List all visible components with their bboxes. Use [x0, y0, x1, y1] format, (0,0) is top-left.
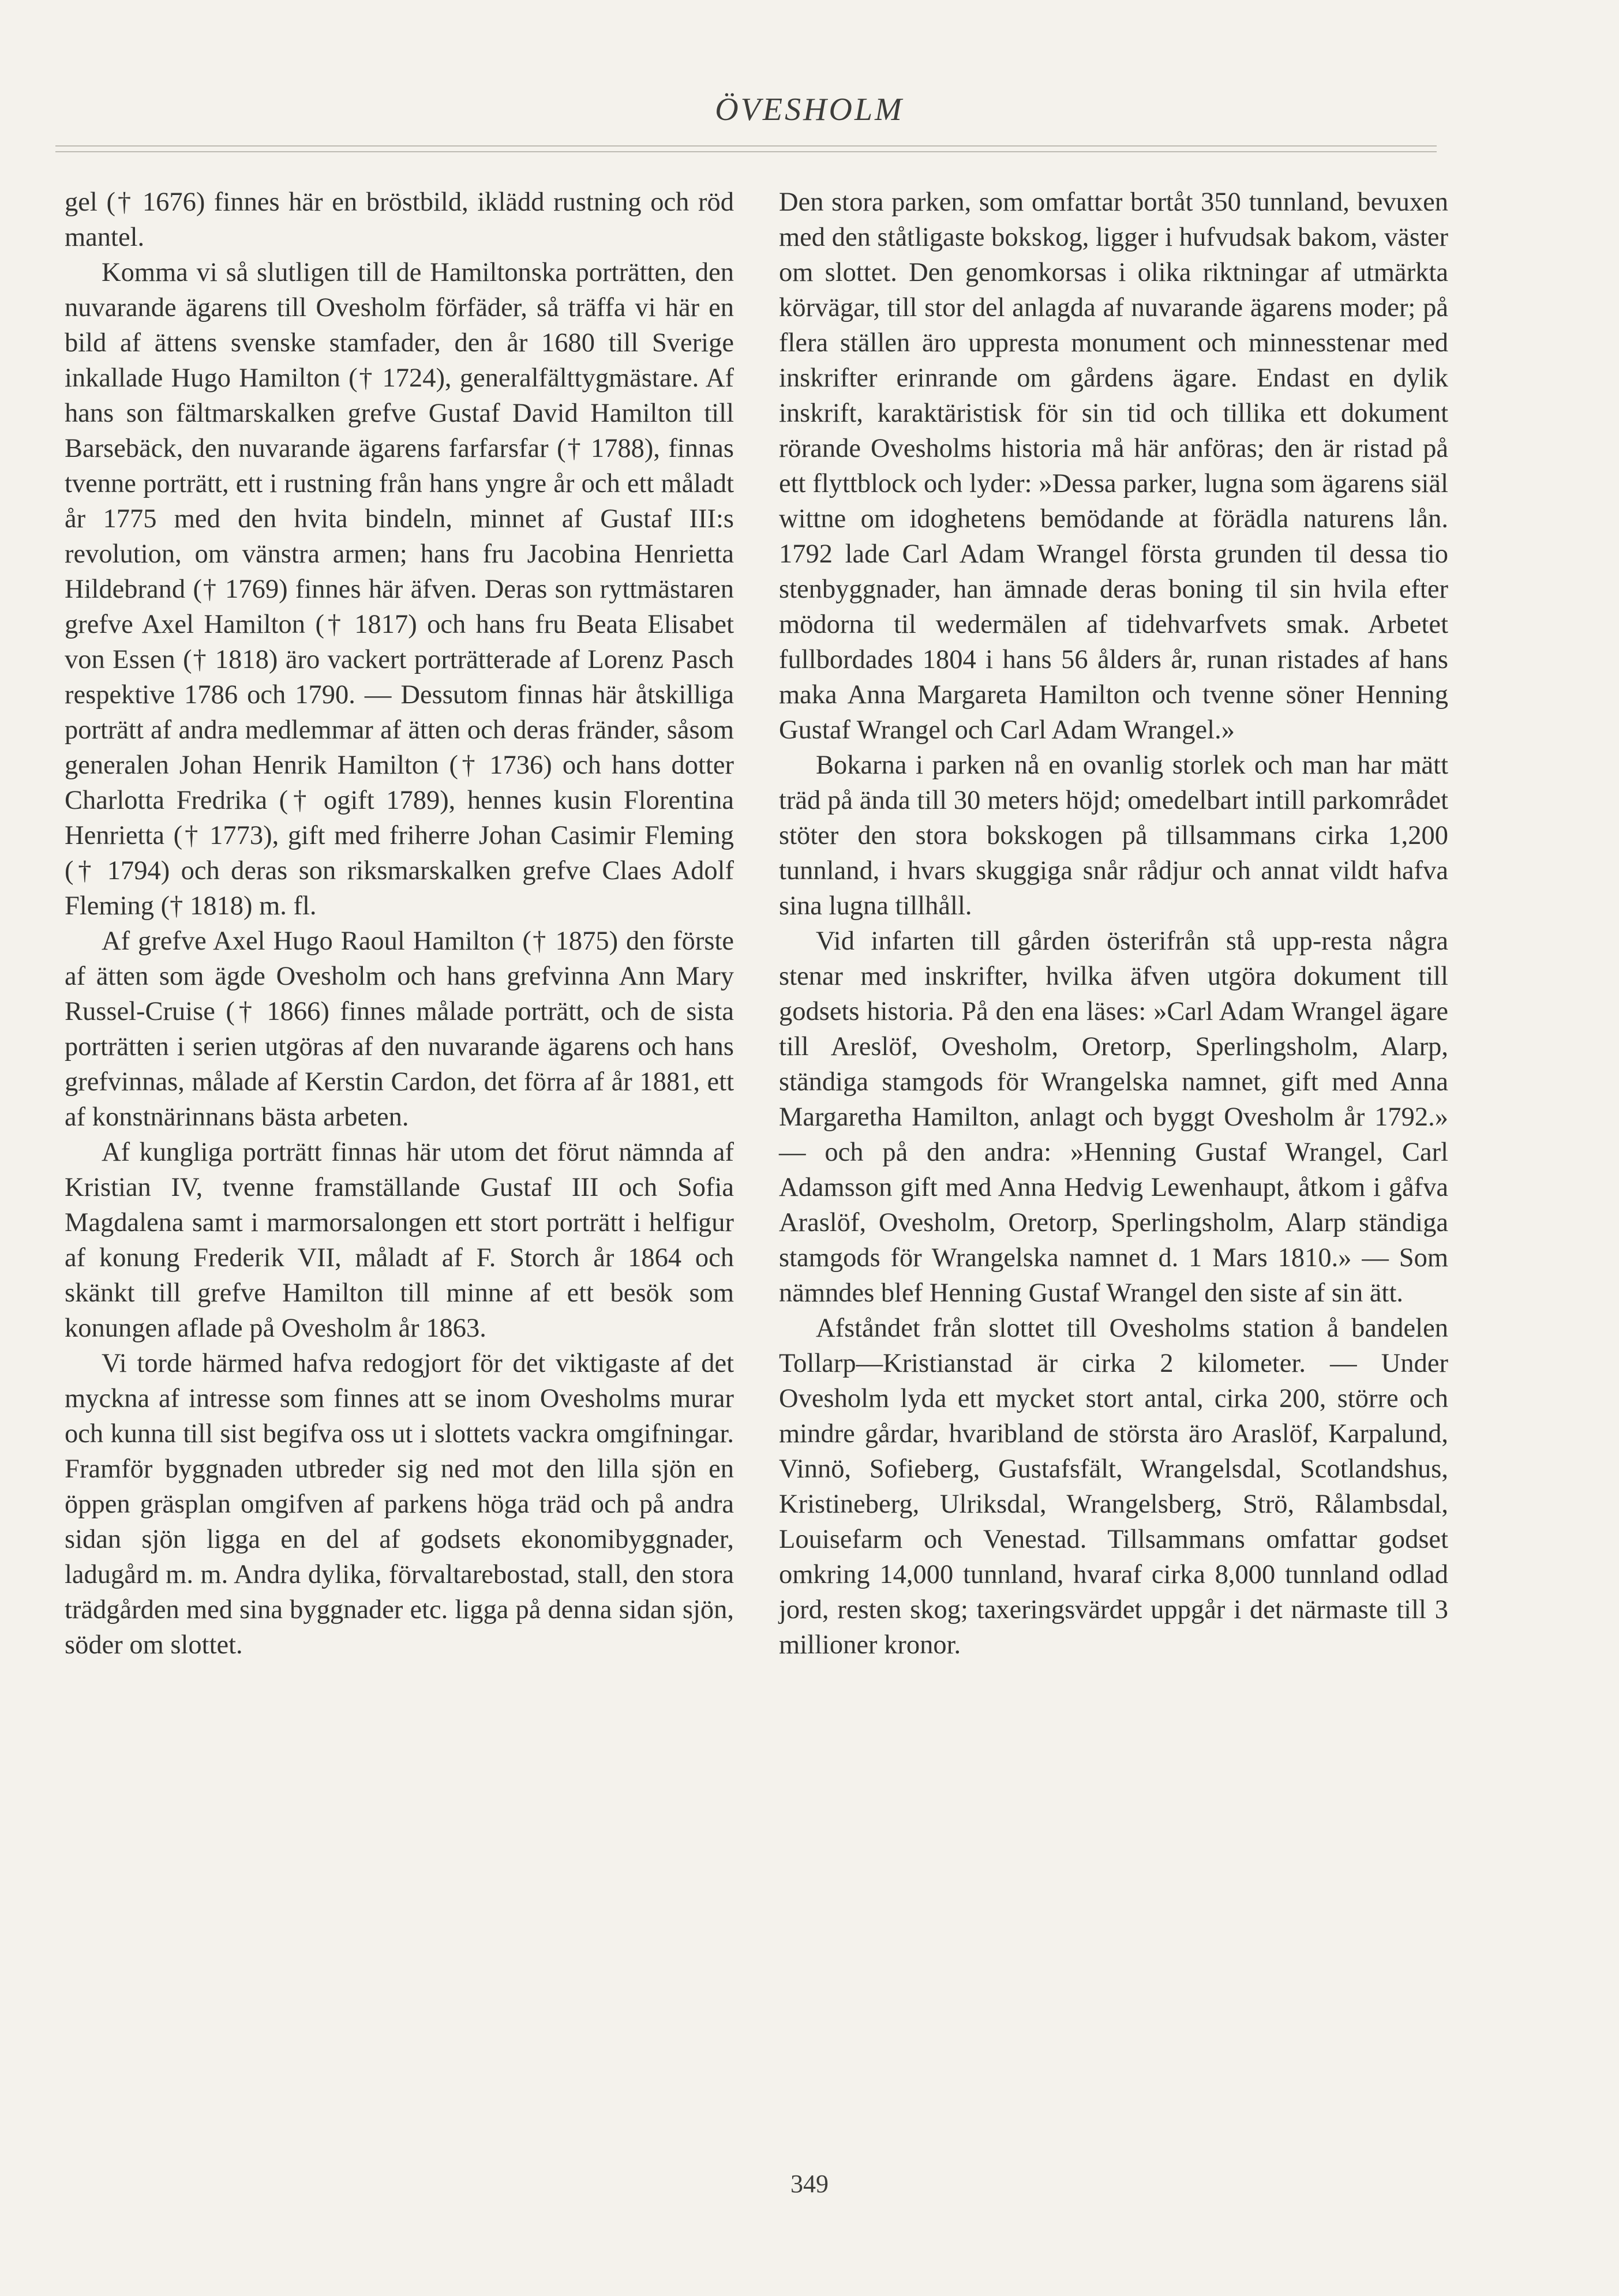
header-rule-bottom: [55, 151, 1437, 152]
header-rule-top: [55, 145, 1437, 147]
paragraph: gel († 1676) finnes här en bröstbild, iklädd rustning och röd mantel.: [65, 187, 734, 252]
running-header: ÖVESHOLM: [715, 92, 904, 127]
paragraph: Bokarna i parken nå en ovanlig storlek och man har mätt träd på ända till 30 meters höjd; omedelbart intill parkområdet stöter den stora bokskogen på tillsammans cirka 1,200 tunnland, i hvars skuggiga snår rådjur och annat vildt hafva sina lugna tillhåll.: [779, 751, 1448, 921]
paragraph: Den stora parken, som omfattar bortåt 350 tunnland, bevuxen med den ståtligaste bokskog, ligger i hufvudsak bakom, väster om slottet. Den genomkorsas i olika riktningar af utmärkta körvägar, till stor del anlagda af nuvarande ägarens moder; på flera ställen äro uppresta monument och minnesstenar med inskrifter erinrande om gårdens ägare. Endast en dylik inskrift, karaktäristisk för sin tid och tillika ett dokument rörande Ovesholms historia må här anföras; den är ristad på ett flyttblock och lyder: »Dessa parker, lugna som ägarens siäl wittne om idoghetens bemödande at förädla naturens lån. 1792 lade Carl Adam Wrangel första grunden til dessa tio stenbyggnader, han ämnade deras boning til sin hvila efter mödorna til wedermälen af tidehvarfvets smak. Arbetet fullbordades 1804 i hans 56 ålders år, runan ristades af hans maka Anna Margareta Hamilton och tvenne söner Henning Gustaf Wrangel och Carl Adam Wrangel.»: [779, 187, 1448, 745]
page-number: 349: [790, 2170, 829, 2198]
paragraph: Af kungliga porträtt finnas här utom det förut nämnda af Kristian IV, tvenne framställande Gustaf III och Sofia Magdalena samt i marmorsalongen ett stort porträtt i helfigur af konung Frederik VII, måladt af F. Storch år 1864 och skänkt till grefve Hamilton till minne af ett besök som konungen aflade på Ovesholm år 1863.: [65, 1138, 734, 1343]
paragraph: Vid infarten till gården österifrån stå upp-resta några stenar med inskrifter, hvilka äfven utgöra dokument till godsets historia. På den ena läses: »Carl Adam Wrangel ägare till Areslöf, Ovesholm, Oretorp, Sperlingsholm, Alarp, ständiga stamgods för Wrangelska namnet, gift med Anna Margaretha Hamilton, anlagt och byggt Ovesholm år 1792.» — och på den andra: »Henning Gustaf Wrangel, Carl Adamsson gift med Anna Hedvig Lewenhaupt, åtkom i gåfva Araslöf, Ovesholm, Oretorp, Sperlingsholm, Alarp ständiga stamgods för Wrangelska namnet d. 1 Mars 1810.» — Som nämndes blef Henning Gustaf Wrangel den siste af sin ätt.: [779, 926, 1448, 1308]
paragraph: Af grefve Axel Hugo Raoul Hamilton († 1875) den förste af ätten som ägde Ovesholm och hans grefvinna Ann Mary Russel-Cruise († 1866) finnes målade porträtt, och de sista porträtten i serien utgöras af den nuvarande ägarens och hans grefvinnas, målade af Kerstin Cardon, det förra af år 1881, ett af konstnärinnans bästa arbeten.: [65, 926, 734, 1132]
paragraph: Afståndet från slottet till Ovesholms station å bandelen Tollarp—Kristianstad är cirka 2 kilometer. — Under Ovesholm lyda ett mycket stort antal, cirka 200, större och mindre gårdar, hvaribland de största äro Araslöf, Karpalund, Vinnö, Sofieberg, Gustafsfält, Wrangelsdal, Scotlandshus, Kristineberg, Ulriksdal, Wrangelsberg, Strö, Rålambsdal, Louisefarm och Venestad. Tillsammans omfattar godset omkring 14,000 tunnland, hvaraf cirka 8,000 tunnland odlad jord, resten skog; taxeringsvärdet uppgår i det närmaste till 3 millioner kronor.: [779, 1314, 1448, 1660]
left-column: [65, 185, 734, 1663]
right-column: [779, 185, 1448, 1663]
paragraph: Vi torde härmed hafva redogjort för det viktigaste af det myckna af intresse som finnes att se inom Ovesholms murar och kunna till sist begifva oss ut i slottets vackra omgifningar. Framför byggnaden utbreder sig ned mot den lilla sjön en öppen gräsplan omgifven af parkens höga träd och på andra sidan sjön ligga en del af godsets ekonomibyggnader, ladugård m. m. Andra dylika, förvaltarebostad, stall, den stora trädgården med sina byggnader etc. ligga på denna sidan sjön, söder om slottet.: [65, 1349, 734, 1660]
paragraph: Komma vi så slutligen till de Hamiltonska porträtten, den nuvarande ägarens till Ovesholm förfäder, så träffa vi här en bild af ättens svenske stamfader, den år 1680 till Sverige inkallade Hugo Hamilton († 1724), generalfälttygmästare. Af hans son fältmarskalken grefve Gustaf David Hamilton till Barsebäck, den nuvarande ägarens farfarsfar († 1788), finnas tvenne porträtt, ett i rustning från hans yngre år och ett måladt år 1775 med den hvita bindeln, minnet af Gustaf III:s revolution, om vänstra armen; hans fru Jacobina Henrietta Hildebrand († 1769) finnes här äfven. Deras son ryttmästaren grefve Axel Hamilton († 1817) och hans fru Beata Elisabet von Essen († 1818) äro vackert porträtterade af Lorenz Pasch respektive 1786 och 1790. — Dessutom finnas här åtskilliga porträtt af andra medlemmar af ätten och deras fränder, såsom generalen Johan Henrik Hamilton († 1736) och hans dotter Charlotta Fredrika († ogift 1789), hennes kusin Florentina Henrietta († 1773), gift med friherre Johan Casimir Fleming († 1794) och deras son riksmarskalken grefve Claes Adolf Fleming († 1818) m. fl.: [65, 258, 734, 921]
